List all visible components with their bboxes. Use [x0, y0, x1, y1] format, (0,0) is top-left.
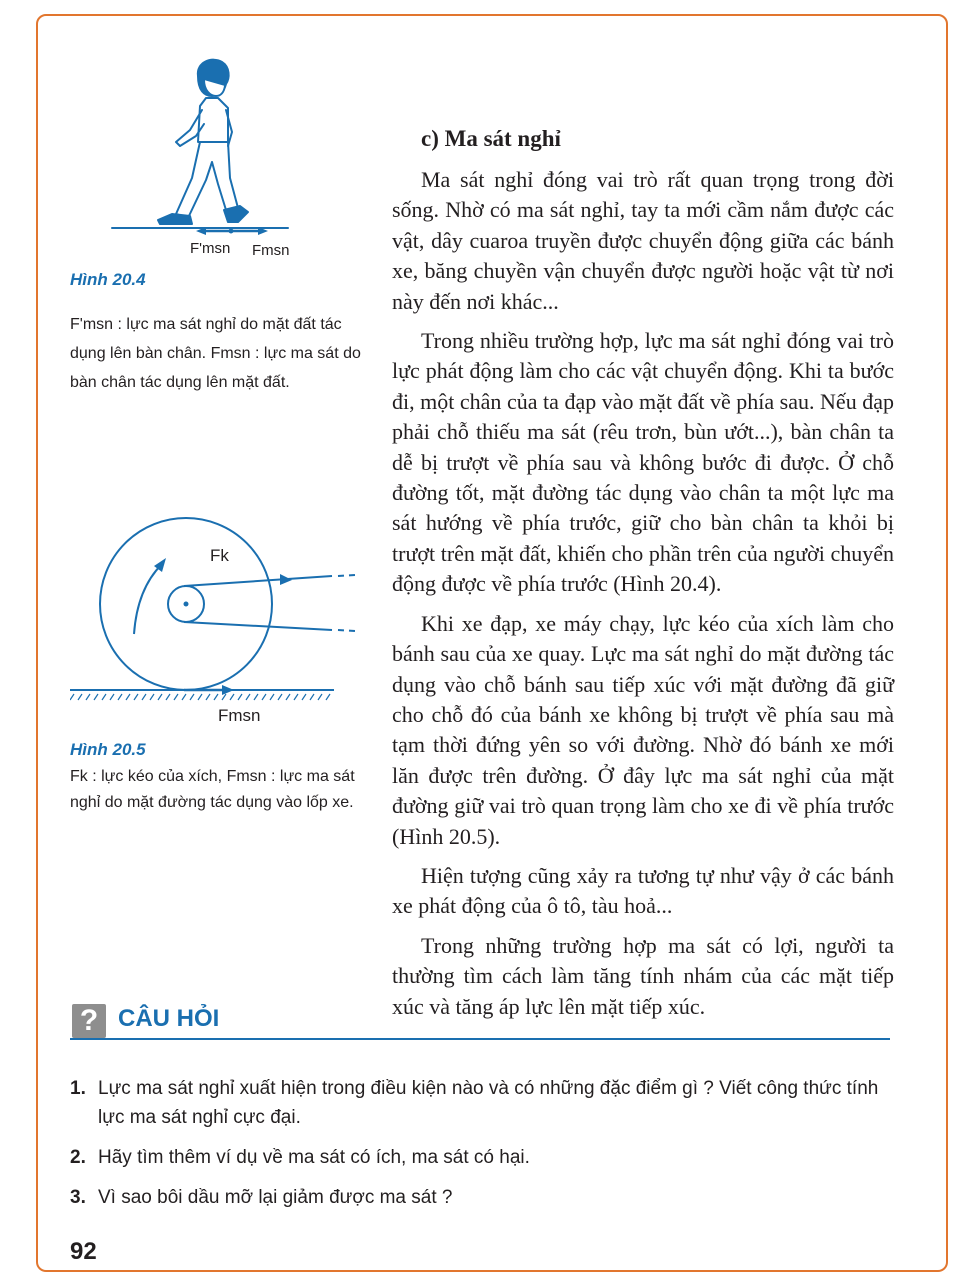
label-fmsn: Fmsn — [218, 706, 261, 725]
questions-title: CÂU HỎI — [118, 1005, 220, 1032]
arrow-label-f-msn: Fmsn — [252, 242, 290, 259]
question-text: Hãy tìm thêm ví dụ về ma sát có ích, ma sát có hại. — [98, 1147, 530, 1168]
caption-text-part-1: : lực kéo của xích, — [92, 768, 223, 785]
figure-20-4-label: Hình 20.4 — [70, 270, 146, 289]
question-mark-icon: ? — [72, 1004, 106, 1038]
section-heading: c) Ma sát nghỉ — [421, 126, 561, 151]
figure-20-4-caption — [70, 310, 370, 397]
question-number: 3. — [70, 1187, 86, 1208]
page-number: 92 — [70, 1238, 97, 1265]
paragraph: Hiện tượng cũng xảy ra tương tự như vậy ở các bánh xe phát động của ô tô, tàu hoả... — [392, 862, 894, 919]
questions-divider — [70, 1038, 890, 1040]
question-item — [70, 1074, 900, 1132]
questions-list — [70, 1074, 900, 1223]
figure-20-5-caption — [70, 764, 370, 816]
caption-symbol-fk: Fk — [70, 768, 88, 785]
question-number: 1. — [70, 1078, 86, 1099]
figure-20-5 — [70, 510, 370, 730]
paragraph: Trong nhiều trường hợp, lực ma sát nghỉ đóng vai trò lực phát động làm cho các vật chuyển động. Khi ta bước đi, một chân của ta đạp vào mặt đất về phía sau. Nếu đạp phải chỗ thiếu ma sát (rêu trơn, bùn ướt...), bàn chân ta dễ bị trượt về phía sau và không bước đi được. Ở chỗ đường tốt, mặt đường tác dụng vào chân ta một lực ma sát hướng về phía trước, giữ cho bàn chân ta khỏi bị trượt trên mặt đất, khiến cho phần trên của người chuyển động được về phía trước (Hình 20.4). — [392, 328, 894, 597]
paragraph: Ma sát nghỉ đóng vai trò rất quan trọng trong đời sống. Nhờ có ma sát nghỉ, tay ta mới cầm nắm được các vật, dây cuaroa truyền được chuyển động giữa các bánh xe, băng chuyền vận chuyển được người hoặc vật từ nơi này đến nơi khác... — [392, 167, 894, 314]
caption-symbol-f-msn: Fmsn — [210, 345, 251, 362]
arrow-label-f-prime-msn: F'msn — [190, 240, 231, 257]
paragraph: Khi xe đạp, xe máy chạy, lực kéo của xích làm cho bánh sau của xe quay. Lực ma sát nghỉ do mặt đường tác dụng vào chỗ bánh sau tiếp xúc với mặt đường đã giữ cho chỗ đó của bánh xe không bị trượt về phía sau mà tạm thời đứng yên so với đường. Nhờ đó bánh xe mới lăn được trên đường. Ở đây lực ma sát nghỉ của mặt đường giữ vai trò quan trọng làm cho xe đi về phía trước (Hình 20.5). — [392, 610, 894, 849]
caption-text-part-2: : lực ma sát nghỉ do mặt đường tác dụng vào lốp xe. — [70, 768, 355, 811]
question-item — [70, 1183, 900, 1212]
section-static-friction — [392, 126, 894, 1031]
figure-20-5-label: Hình 20.5 — [70, 740, 146, 759]
paragraph: Trong những trường hợp ma sát có lợi, người ta thường tìm cách làm tăng tính nhám của các mặt tiếp xúc và tăng áp lực lên mặt tiếp xúc. — [392, 932, 894, 1019]
label-fk: Fk — [210, 546, 229, 565]
wheel-diagram — [70, 510, 370, 730]
question-text: Vì sao bôi dầu mỡ lại giảm được ma sát ? — [98, 1187, 453, 1208]
caption-text-part-1: : lực ma sát nghỉ do mặt đất tác dụng lên bàn chân. — [70, 316, 342, 362]
caption-symbol-f-prime-msn: F'msn — [70, 316, 114, 333]
questions-header — [70, 1000, 890, 1042]
question-item — [70, 1143, 900, 1172]
question-text: Lực ma sát nghỉ xuất hiện trong điều kiện nào và có những đặc điểm gì ? Viết công thức tính lực ma sát nghỉ cực đại. — [98, 1078, 879, 1128]
caption-symbol-fmsn: Fmsn — [226, 768, 267, 785]
question-number: 2. — [70, 1147, 86, 1168]
caption-text-part-2: : lực ma sát do bàn chân tác dụng lên mặt đất. — [70, 345, 361, 391]
figure-20-4 — [100, 50, 350, 275]
